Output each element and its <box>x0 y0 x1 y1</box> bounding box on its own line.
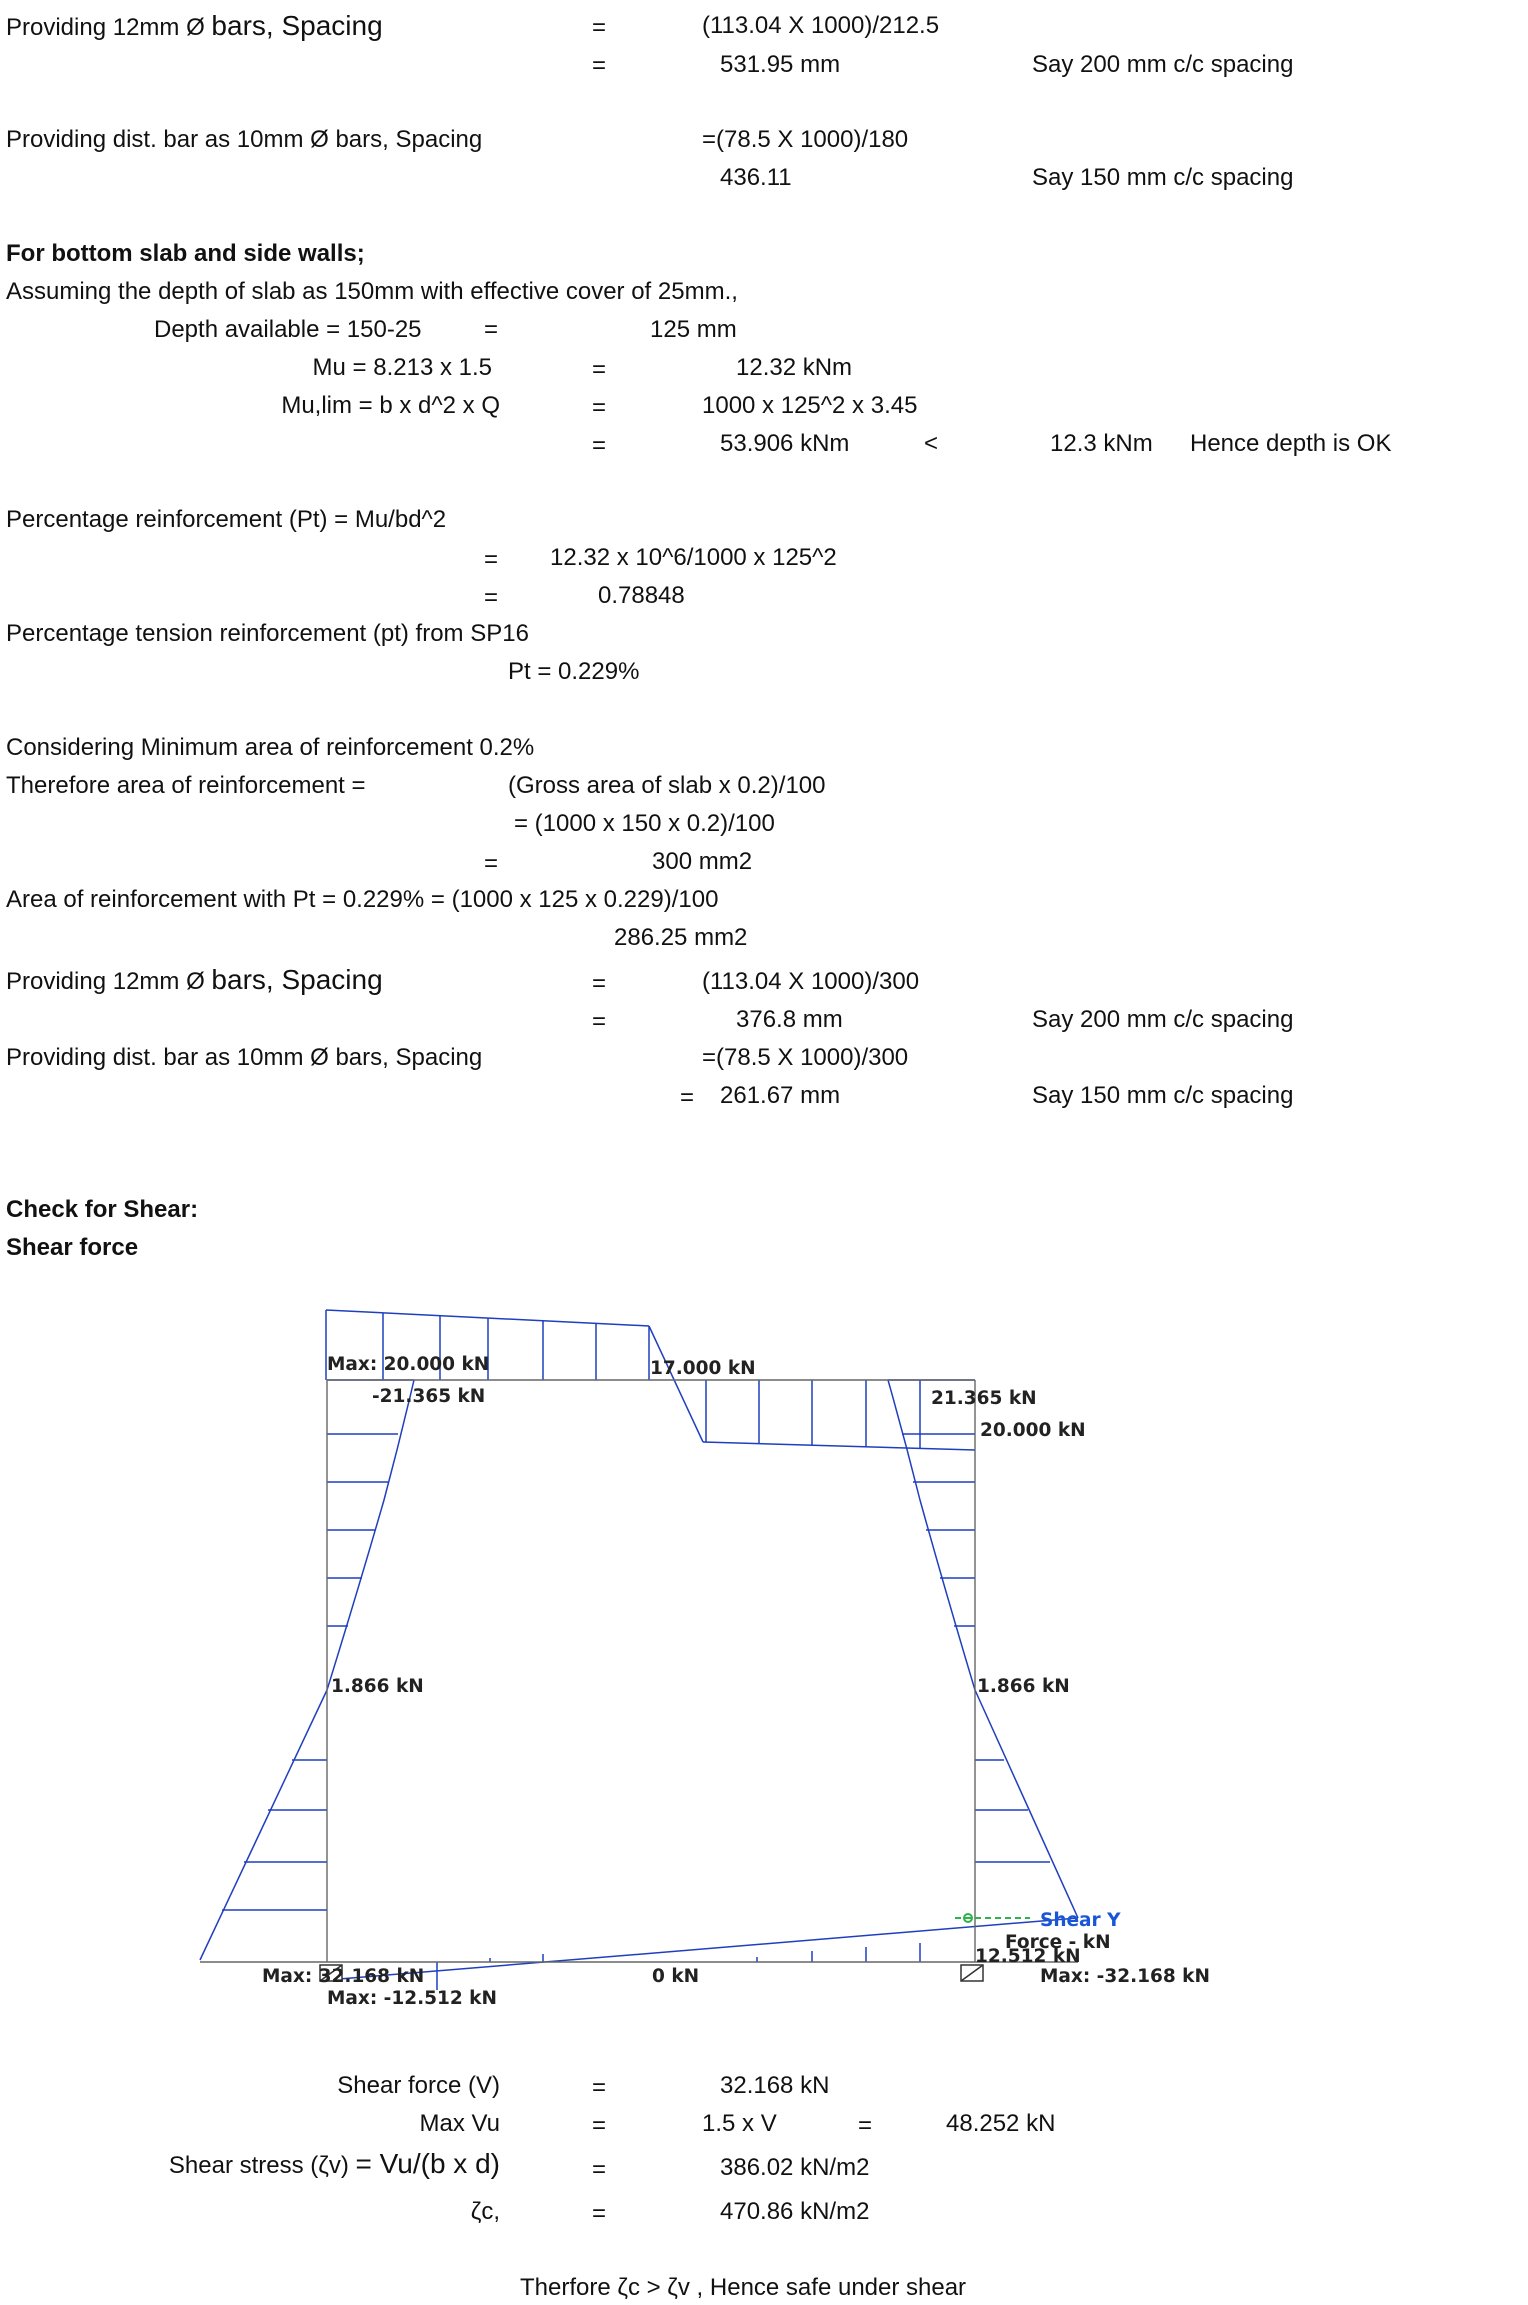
min-area-text: Considering Minimum area of reinforcement 0.2% <box>6 734 535 761</box>
label-bottom-zero: 0 kN <box>652 1966 700 1987</box>
depth-label: Depth available = 150-25 <box>154 316 422 343</box>
providing-bars-text: Providing 12mm Ø <box>6 968 205 995</box>
dist-bar-formula-2: =(78.5 X 1000)/300 <box>702 1044 909 1071</box>
equals-sign: = <box>592 394 607 421</box>
assumption-text: Assuming the depth of slab as 150mm with effective cover of 25mm., <box>6 278 738 305</box>
shear-stress-symbol: Shear stress (ζv) <box>168 2152 349 2179</box>
label-bottom-right-max: Max: -32.168 kN <box>1040 1966 1210 1987</box>
providing-bars-text-big: bars, Spacing <box>211 964 383 995</box>
less-than-sign: < <box>924 430 939 457</box>
equals-sign: = <box>680 1084 695 1111</box>
equals-sign: = <box>484 584 499 611</box>
sp16-label: Percentage tension reinforcement (pt) from SP16 <box>6 620 529 647</box>
max-vu-result: 48.252 kN <box>946 2110 1056 2137</box>
providing-bars-text: Providing 12mm Ø <box>6 14 205 41</box>
shear-stress-label <box>100 2150 500 2180</box>
equals-sign: = <box>484 316 499 343</box>
dist-bar-note: Say 150 mm c/c spacing <box>1032 164 1294 191</box>
max-vu-expr: 1.5 x V <box>702 2110 777 2137</box>
equals-sign: = <box>592 52 607 79</box>
spacing-formula: (113.04 X 1000)/212.5 <box>702 12 940 39</box>
legend-marker <box>955 1914 1030 1922</box>
equals-sign: = <box>592 14 607 41</box>
frame-members <box>200 1380 1078 1962</box>
label-top-left-neg: -21.365 kN <box>372 1386 486 1407</box>
providing-bars-text-big: bars, Spacing <box>211 10 383 41</box>
compare-value: 12.3 kNm <box>1050 430 1153 457</box>
pt-sp16-value: Pt = 0.229% <box>508 658 640 685</box>
equals-sign: = <box>592 2074 607 2101</box>
spacing-value-2: 376.8 mm <box>736 1006 843 1033</box>
shear-conclusion: Therfore ζc > ζv , Hence safe under shear <box>520 2274 967 2301</box>
spacing-note: Say 200 mm c/c spacing <box>1032 51 1294 78</box>
spacing-formula-2: (113.04 X 1000)/300 <box>702 968 920 995</box>
label-top-max: Max: 20.000 kN <box>327 1354 490 1375</box>
equals-sign: = <box>592 356 607 383</box>
dist-bar-formula: =(78.5 X 1000)/180 <box>702 126 909 153</box>
pt-area-line: Area of reinforcement with Pt = 0.229% = (1000 x 125 x 0.229)/100 <box>6 886 719 913</box>
mulim-formula: 1000 x 125^2 x 3.45 <box>702 392 918 419</box>
equals-sign: = <box>592 2112 607 2139</box>
legend-subtitle: Force - kN <box>1005 1932 1111 1953</box>
label-top-right-2: 20.000 kN <box>980 1420 1086 1441</box>
mu-value: 12.32 kNm <box>736 354 853 381</box>
spacing-note-2: Say 200 mm c/c spacing <box>1032 1006 1294 1033</box>
label-top-right: 21.365 kN <box>931 1388 1037 1409</box>
label-bottom-right-val: 12.512 kN <box>975 1946 1081 1967</box>
label-right-mid: 1.866 kN <box>977 1676 1070 1697</box>
gross-area-expr2: = (1000 x 150 x 0.2)/100 <box>514 810 775 837</box>
gross-area-expr: (Gross area of slab x 0.2)/100 <box>508 772 826 799</box>
dist-bar-label-2: Providing dist. bar as 10mm Ø bars, Spacing <box>6 1044 483 1071</box>
shear-force-label: Shear force (V) <box>337 2072 500 2099</box>
pt-area-value: 286.25 mm2 <box>614 924 748 951</box>
depth-value: 125 mm <box>650 316 737 343</box>
dist-bar-value-2: 261.67 mm <box>720 1082 841 1109</box>
spacing-value: 531.95 mm <box>720 51 841 78</box>
mulim-result: 53.906 kNm <box>720 430 850 457</box>
shear-stress-formula: = Vu/(b x d) <box>355 2148 500 2179</box>
dist-bar-value: 436.11 <box>720 164 792 191</box>
equals-sign: = <box>592 1008 607 1035</box>
shear-stress-value: 386.02 kN/m2 <box>720 2154 870 2181</box>
max-vu-label: Max Vu <box>419 2110 500 2137</box>
dist-bar-note-2: Say 150 mm c/c spacing <box>1032 1082 1294 1109</box>
dist-bar-label: Providing dist. bar as 10mm Ø bars, Spacing <box>6 126 483 153</box>
shear-force-heading: Shear force <box>6 1234 139 1261</box>
bottom-slab-heading: For bottom slab and side walls; <box>6 240 365 267</box>
equals-sign: = <box>484 546 499 573</box>
mulim-label: Mu,lim = b x d^2 x Q <box>281 392 500 419</box>
tau-c-value: 470.86 kN/m2 <box>720 2198 870 2225</box>
label-bottom-left-max-2: Max: -12.512 kN <box>327 1988 497 2009</box>
equals-sign: = <box>592 2156 607 2183</box>
label-left-mid: 1.866 kN <box>331 1676 424 1697</box>
area-label: Therefore area of reinforcement = <box>6 772 366 799</box>
pt-label: Percentage reinforcement (Pt) = Mu/bd^2 <box>6 506 447 533</box>
label-top-mid: 17.000 kN <box>650 1358 756 1379</box>
tau-c-label: ζc, <box>470 2198 500 2225</box>
min-area-value: 300 mm2 <box>652 848 753 875</box>
legend-title: Shear Y <box>1040 1910 1121 1931</box>
diagram-hatching <box>200 1310 1078 1990</box>
equals-sign: = <box>858 2112 873 2139</box>
pt-expression: 12.32 x 10^6/1000 x 125^2 <box>550 544 837 571</box>
depth-ok-note: Hence depth is OK <box>1190 430 1392 457</box>
mu-label: Mu = 8.213 x 1.5 <box>312 354 492 381</box>
check-shear-heading: Check for Shear: <box>6 1196 199 1223</box>
shear-force-value: 32.168 kN <box>720 2072 830 2099</box>
label-bottom-left-max: Max: 32.168 kN <box>262 1966 425 1987</box>
equals-sign: = <box>592 970 607 997</box>
pt-value: 0.78848 <box>598 582 685 609</box>
equals-sign: = <box>484 850 499 877</box>
equals-sign: = <box>592 432 607 459</box>
equals-sign: = <box>592 2200 607 2227</box>
